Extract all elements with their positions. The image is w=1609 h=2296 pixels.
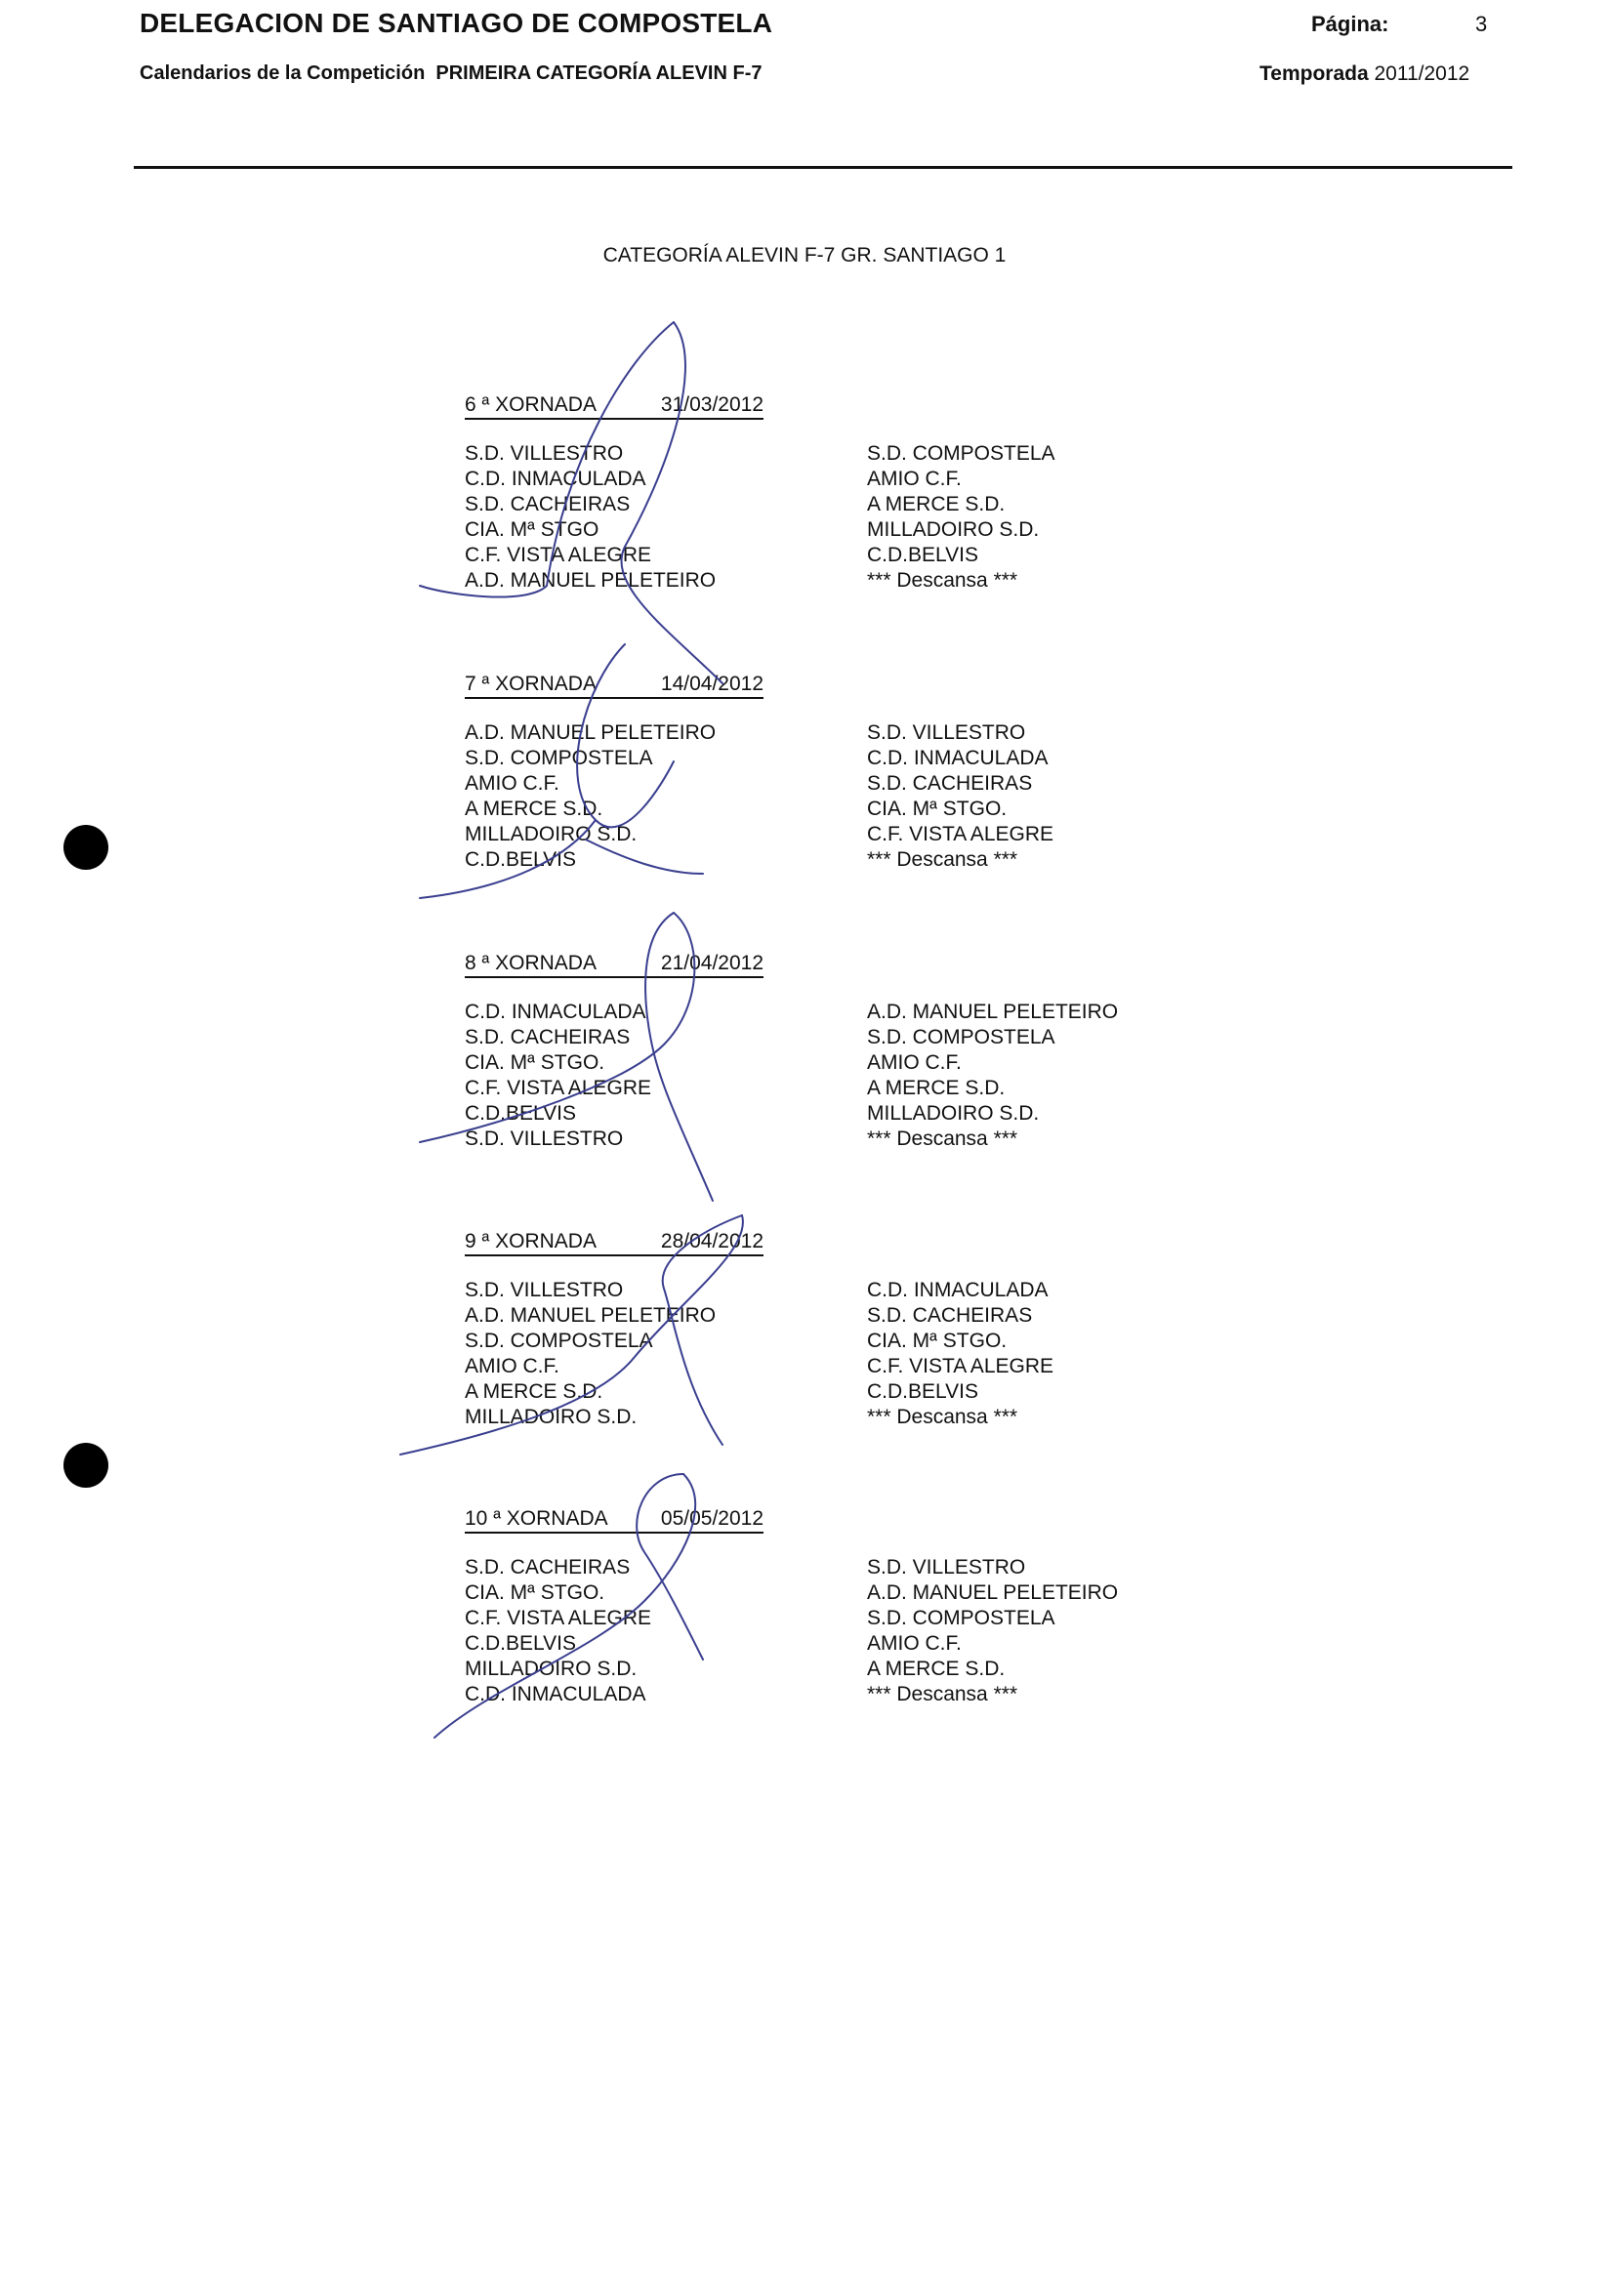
home-team: S.D. CACHEIRAS <box>465 1556 631 1578</box>
season <box>1259 62 1469 86</box>
round-date: 05/05/2012 <box>660 1507 763 1530</box>
home-team: CIA. Mª STGO. <box>465 1581 605 1604</box>
away-team: *** Descansa *** <box>867 848 1018 871</box>
home-team-column <box>465 720 716 873</box>
season-value: 2011/2012 <box>1374 62 1470 85</box>
round-header <box>465 951 763 978</box>
home-team: S.D. CACHEIRAS <box>465 493 631 515</box>
home-team: A.D. MANUEL PELETEIRO <box>465 1304 717 1327</box>
home-team: S.D. COMPOSTELA <box>465 1330 653 1352</box>
away-team-column <box>867 1278 1053 1430</box>
away-team: S.D. CACHEIRAS <box>867 772 1033 795</box>
home-team: AMIO C.F. <box>465 772 559 795</box>
round-date: 21/04/2012 <box>660 952 763 974</box>
home-team-column <box>465 1555 651 1707</box>
away-team: S.D. COMPOSTELA <box>867 442 1055 465</box>
away-team: AMIO C.F. <box>867 1051 962 1074</box>
page-number: 3 <box>1475 12 1488 36</box>
home-team: CIA. Mª STGO <box>465 518 599 541</box>
home-team: S.D. CACHEIRAS <box>465 1026 631 1048</box>
round-name: 10 ª XORNADA <box>465 1507 608 1530</box>
home-team: A MERCE S.D. <box>465 1380 603 1403</box>
away-team: C.D.BELVIS <box>867 544 978 566</box>
away-team: MILLADOIRO S.D. <box>867 1102 1040 1125</box>
home-team: C.F. VISTA ALEGRE <box>465 1077 652 1099</box>
away-team: C.D. INMACULADA <box>867 747 1049 769</box>
home-team: A.D. MANUEL PELETEIRO <box>465 569 717 592</box>
away-team-column <box>867 441 1055 594</box>
round-header <box>465 672 763 699</box>
away-team: MILLADOIRO S.D. <box>867 518 1040 541</box>
home-team: CIA. Mª STGO. <box>465 1051 605 1074</box>
away-team: S.D. VILLESTRO <box>867 721 1026 744</box>
home-team-column <box>465 441 716 594</box>
home-team: A MERCE S.D. <box>465 798 603 820</box>
punch-hole-bottom <box>63 1443 108 1488</box>
home-team: MILLADOIRO S.D. <box>465 1406 638 1428</box>
round-name: 6 ª XORNADA <box>465 393 597 416</box>
round-name: 7 ª XORNADA <box>465 673 597 695</box>
season-label: Temporada <box>1259 62 1369 85</box>
round-header <box>465 392 763 420</box>
away-team: CIA. Mª STGO. <box>867 798 1008 820</box>
round-date: 14/04/2012 <box>660 673 763 695</box>
away-team: *** Descansa *** <box>867 1406 1018 1428</box>
away-team: S.D. COMPOSTELA <box>867 1607 1055 1629</box>
home-team: C.D. INMACULADA <box>465 1683 646 1705</box>
category-title: CATEGORÍA ALEVIN F-7 GR. SANTIAGO 1 <box>602 244 1007 266</box>
away-team: *** Descansa *** <box>867 1683 1018 1705</box>
away-team: AMIO C.F. <box>867 468 962 490</box>
punch-hole-top <box>63 825 108 870</box>
home-team-column <box>465 1278 716 1430</box>
home-team: A.D. MANUEL PELETEIRO <box>465 721 717 744</box>
away-team: AMIO C.F. <box>867 1632 962 1655</box>
away-team: CIA. Mª STGO. <box>867 1330 1008 1352</box>
home-team: C.D.BELVIS <box>465 1102 576 1125</box>
round-block <box>465 672 1148 871</box>
home-team: S.D. VILLESTRO <box>465 442 624 465</box>
home-team: C.F. VISTA ALEGRE <box>465 544 652 566</box>
away-team: *** Descansa *** <box>867 569 1018 592</box>
away-team-column <box>867 720 1053 873</box>
round-block <box>465 1506 1148 1705</box>
round-header <box>465 1229 763 1256</box>
home-team: MILLADOIRO S.D. <box>465 823 638 845</box>
home-team: S.D. VILLESTRO <box>465 1279 624 1301</box>
away-team: S.D. COMPOSTELA <box>867 1026 1055 1048</box>
away-team: C.F. VISTA ALEGRE <box>867 823 1054 845</box>
round-block <box>465 392 1148 592</box>
away-team: S.D. CACHEIRAS <box>867 1304 1033 1327</box>
home-team: S.D. VILLESTRO <box>465 1128 624 1150</box>
away-team: A.D. MANUEL PELETEIRO <box>867 1001 1119 1023</box>
round-header <box>465 1506 763 1534</box>
away-team: C.D. INMACULADA <box>867 1279 1049 1301</box>
away-team-column <box>867 1555 1118 1707</box>
away-team: A MERCE S.D. <box>867 1658 1006 1680</box>
away-team: C.F. VISTA ALEGRE <box>867 1355 1054 1377</box>
page-label: Página: <box>1311 12 1389 36</box>
away-team: C.D.BELVIS <box>867 1380 978 1403</box>
round-name: 9 ª XORNADA <box>465 1230 597 1252</box>
header-title: DELEGACION DE SANTIAGO DE COMPOSTELA <box>140 8 773 38</box>
away-team-column <box>867 1000 1118 1152</box>
header-subtitle: Calendarios de la Competición PRIMEIRA CATEGORÍA ALEVIN F-7 <box>140 62 763 84</box>
away-team: A.D. MANUEL PELETEIRO <box>867 1581 1119 1604</box>
home-team: MILLADOIRO S.D. <box>465 1658 638 1680</box>
away-team: A MERCE S.D. <box>867 493 1006 515</box>
away-team: *** Descansa *** <box>867 1128 1018 1150</box>
round-date: 31/03/2012 <box>660 393 763 416</box>
home-team: C.D.BELVIS <box>465 848 576 871</box>
round-name: 8 ª XORNADA <box>465 952 597 974</box>
home-team: C.D. INMACULADA <box>465 468 646 490</box>
round-date: 28/04/2012 <box>660 1230 763 1252</box>
home-team: AMIO C.F. <box>465 1355 559 1377</box>
away-team: A MERCE S.D. <box>867 1077 1006 1099</box>
home-team: C.D.BELVIS <box>465 1632 576 1655</box>
home-team: C.F. VISTA ALEGRE <box>465 1607 652 1629</box>
away-team: S.D. VILLESTRO <box>867 1556 1026 1578</box>
home-team: C.D. INMACULADA <box>465 1001 646 1023</box>
header-rule <box>134 166 1512 169</box>
round-block <box>465 951 1148 1150</box>
home-team: S.D. COMPOSTELA <box>465 747 653 769</box>
home-team-column <box>465 1000 651 1152</box>
round-block <box>465 1229 1148 1428</box>
